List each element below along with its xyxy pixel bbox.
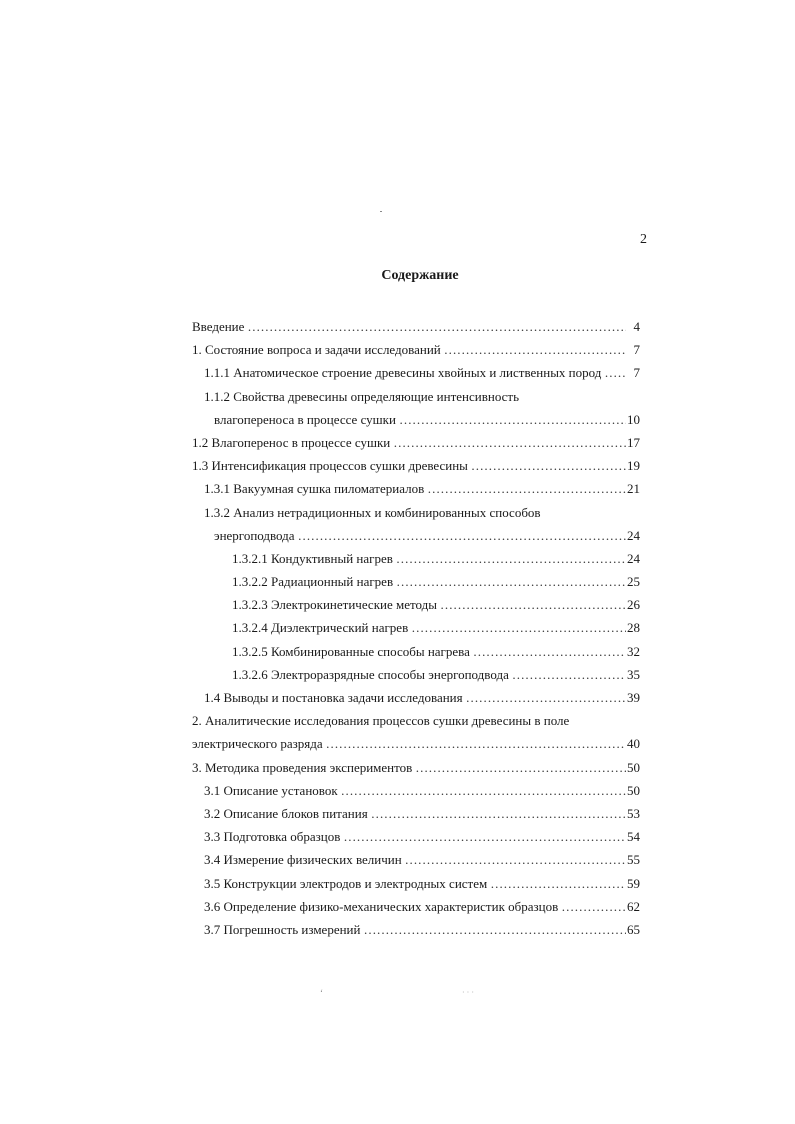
- toc-entry-1-3-2: [192, 501, 640, 524]
- toc-entry-1-1-1: [192, 361, 640, 384]
- toc-entry-page: 50: [627, 759, 640, 775]
- toc-entry-text: 3. Методика проведения экспериментов: [192, 759, 413, 775]
- toc-entry-page: 39: [627, 690, 640, 705]
- toc-entry-1-3-1: [192, 477, 640, 500]
- toc-entry-1-3-2-4: [192, 616, 640, 639]
- toc-entry-text: 1.1.2 Свойства древесины определяющие интенсивность: [204, 388, 520, 404]
- toc-entry-page: 35: [627, 666, 640, 682]
- toc-entry-3: [192, 756, 640, 779]
- scan-speck: ···: [462, 988, 476, 997]
- toc-entry-text: 3.6 Определение физико-механических характеристик образцов: [204, 898, 559, 914]
- toc-entry-1-3-2-3: [192, 593, 640, 616]
- toc-entry-page: 24: [627, 550, 640, 566]
- toc-entry-text: Введение: [192, 319, 245, 334]
- toc-entry-3-2: [192, 802, 640, 825]
- toc-entry-text: 1.4 Выводы и постановка задачи исследования: [204, 690, 463, 705]
- toc-entry-text: влагопереноса в процессе сушки: [214, 411, 396, 427]
- toc-entry-page: 59: [627, 875, 640, 891]
- dot-leader: [470, 640, 626, 663]
- toc-entry-text: 1.2 Влагоперенос в процессе сушки: [192, 434, 391, 450]
- dot-leader: [340, 825, 626, 848]
- toc-entry-2-cont: [192, 732, 640, 755]
- scan-speck: [380, 211, 382, 212]
- toc-entry-text: 1. Состояние вопроса и задачи исследований: [192, 342, 441, 358]
- dot-leader: [408, 616, 626, 639]
- dot-leader: [601, 361, 626, 384]
- page-number: 2: [640, 232, 647, 247]
- toc-entry-text: 1.3.2.5 Комбинированные способы нагрева: [232, 643, 470, 659]
- toc-entry-text: 3.4 Измерение физических величин: [204, 852, 402, 868]
- toc-entry-3-6: [192, 895, 640, 918]
- toc-title: Содержание: [381, 268, 459, 283]
- toc-entry-3-5: [192, 872, 640, 895]
- toc-entry-text: 2. Аналитические исследования процессов сушки древесины в поле: [192, 713, 570, 729]
- toc-entry-3-3: [192, 825, 640, 848]
- toc-entry-text: 1.3.2.4 Диэлектрический нагрев: [232, 620, 409, 636]
- toc-entry-text: электрического разряда: [192, 736, 323, 752]
- toc-entry-page: 7: [633, 342, 640, 358]
- toc-entry-1-3: [192, 454, 640, 477]
- dot-leader: [487, 872, 626, 895]
- toc-entry-text: 1.1.1 Анатомическое строение древесины хвойных и лиственных пород: [204, 365, 602, 381]
- dot-leader: [396, 408, 626, 431]
- toc-entry-1-2: [192, 431, 640, 454]
- toc-entry-page: 62: [627, 898, 640, 914]
- toc-entry-page: 65: [627, 921, 640, 937]
- toc-entry-page: 7: [633, 365, 640, 381]
- toc-entry-1-3-2-2: [192, 570, 640, 593]
- toc-entry-page: 24: [627, 527, 640, 543]
- dot-leader: [244, 315, 626, 338]
- toc-entry-text: 1.3.2 Анализ нетрадиционных и комбинированных способов: [204, 504, 541, 520]
- toc-entry-page: 40: [627, 736, 640, 752]
- dot-leader: [402, 848, 626, 871]
- toc-entry-text: 1.3.2.1 Кондуктивный нагрев: [232, 550, 393, 566]
- dot-leader: [323, 732, 626, 755]
- toc-entry-1-3-2-1: [192, 547, 640, 570]
- toc-entry-page: 32: [627, 643, 640, 659]
- dot-leader: [463, 686, 626, 709]
- toc-entry-1: [192, 338, 640, 361]
- dot-leader: [393, 570, 626, 593]
- toc-entry-1-3-2-5: [192, 640, 640, 663]
- toc-entry-page: 50: [627, 782, 640, 798]
- toc-entry-1-4: [192, 686, 640, 709]
- toc-entry-2: [192, 709, 640, 732]
- dot-leader: [390, 431, 626, 454]
- toc-entry-3-4: [192, 848, 640, 871]
- toc-entry-1-3-2-6: [192, 663, 640, 686]
- toc-entry-page: 54: [627, 829, 640, 845]
- toc-entry-text: 3.2 Описание блоков питания: [204, 805, 368, 821]
- toc-entry-text: 1.3 Интенсификация процессов сушки древесины: [192, 458, 468, 474]
- toc-entry-text: 3.5 Конструкции электродов и электродных систем: [204, 875, 488, 891]
- dot-leader: [368, 802, 626, 825]
- dot-leader: [338, 779, 626, 802]
- dot-leader: [468, 454, 626, 477]
- toc-entry-page: 17: [627, 434, 640, 450]
- dot-leader: [393, 547, 626, 570]
- toc-entry-text: энергоподвода: [214, 527, 295, 543]
- dot-leader: [412, 756, 626, 779]
- toc-entry-text: 3.3 Подготовка образцов: [204, 829, 341, 845]
- toc-entry-1-3-2-cont: [192, 524, 640, 547]
- dot-leader: [424, 477, 626, 500]
- toc-entry-page: 26: [627, 597, 640, 613]
- toc-entry-text: 1.3.1 Вакуумная сушка пиломатериалов: [204, 481, 425, 497]
- dot-leader: [295, 524, 626, 547]
- toc-entry-3-1: [192, 779, 640, 802]
- toc-entry-text: 3.7 Погрешность измерений: [204, 921, 361, 937]
- toc-entry-page: 4: [633, 319, 640, 334]
- toc-entry-page: 10: [627, 411, 640, 427]
- toc-entry-1-1-2: [192, 385, 640, 408]
- toc-entry-text: 1.3.2.2 Радиационный нагрев: [232, 574, 394, 590]
- toc-entry-page: 53: [627, 805, 640, 821]
- toc-entry-intro: [192, 315, 640, 338]
- toc-entry-page: 19: [627, 458, 640, 474]
- toc-entry-page: 55: [627, 852, 640, 868]
- dot-leader: [558, 895, 626, 918]
- scan-speck: ‘: [320, 988, 323, 998]
- dot-leader: [441, 338, 626, 361]
- toc-entry-text: 1.3.2.6 Электроразрядные способы энергоподвода: [232, 666, 509, 682]
- toc-entry-1-1-2-cont: [192, 408, 640, 431]
- toc-entry-page: 28: [627, 620, 640, 636]
- toc-entry-page: 21: [627, 481, 640, 497]
- dot-leader: [360, 918, 626, 941]
- table-of-contents: [192, 315, 640, 941]
- toc-entry-text: 3.1 Описание установок: [204, 782, 338, 798]
- toc-entry-page: 25: [627, 574, 640, 590]
- dot-leader: [509, 663, 626, 686]
- toc-entry-text: 1.3.2.3 Электрокинетические методы: [232, 597, 437, 613]
- toc-entry-3-7: [192, 918, 640, 941]
- dot-leader: [437, 593, 626, 616]
